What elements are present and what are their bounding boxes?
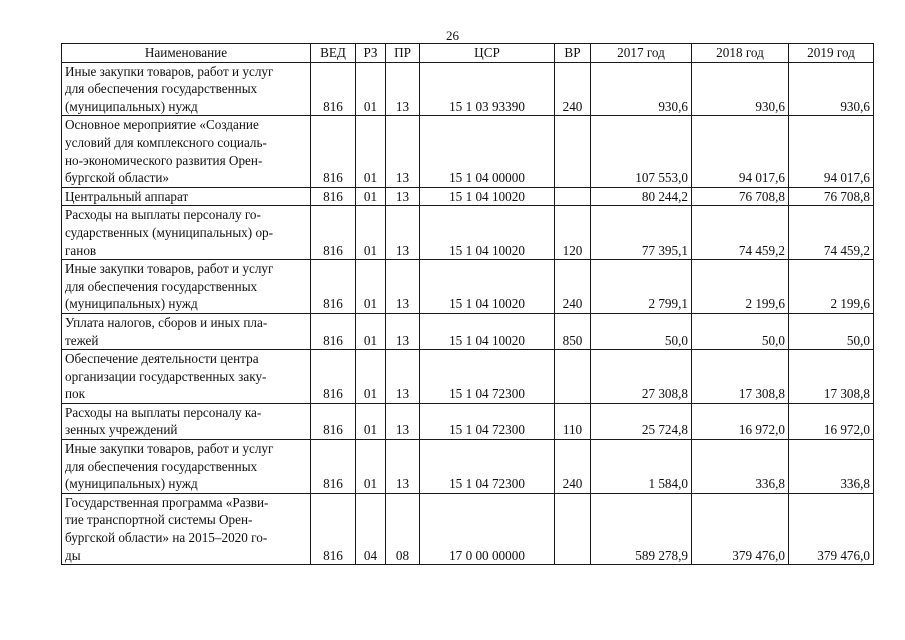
ved-cell: 816 xyxy=(311,403,356,439)
value-2019: 50,0 xyxy=(789,313,874,349)
rz-cell: 01 xyxy=(356,313,386,349)
year-2019-header: 2019 год xyxy=(789,44,874,63)
vr-cell: 850 xyxy=(555,313,591,349)
rz-header: РЗ xyxy=(356,44,386,63)
pr-cell: 13 xyxy=(386,260,420,314)
row-name-line: зенных учреждений xyxy=(65,422,178,438)
value-2017: 77 395,1 xyxy=(591,206,692,260)
row-name-line: (муниципальных) нужд xyxy=(65,476,198,492)
row-name-line: сударственных (муниципальных) ор- xyxy=(65,224,274,240)
row-name-line: Расходы на выплаты персоналу го- xyxy=(65,207,261,223)
rz-cell: 01 xyxy=(356,206,386,260)
row-name-line: для обеспечения государственных xyxy=(65,458,258,474)
table-row xyxy=(62,493,874,564)
row-name-line: для обеспечения государственных xyxy=(65,278,258,294)
vr-cell xyxy=(555,350,591,404)
vr-cell: 110 xyxy=(555,403,591,439)
pr-cell: 08 xyxy=(386,493,420,564)
rz-cell: 01 xyxy=(356,403,386,439)
value-2018: 379 476,0 xyxy=(692,493,789,564)
ved-cell: 816 xyxy=(311,260,356,314)
row-name xyxy=(62,260,311,314)
value-2017: 930,6 xyxy=(591,62,692,116)
row-name-line: Центральный аппарат xyxy=(65,188,189,204)
row-name-line: условий для комплексного социаль- xyxy=(65,134,267,150)
vr-cell: 120 xyxy=(555,206,591,260)
csr-cell: 15 1 04 72300 xyxy=(420,403,555,439)
value-2018: 16 972,0 xyxy=(692,403,789,439)
value-2019: 76 708,8 xyxy=(789,187,874,206)
rz-cell: 01 xyxy=(356,260,386,314)
csr-cell: 15 1 04 10020 xyxy=(420,187,555,206)
value-2017: 589 278,9 xyxy=(591,493,692,564)
ved-cell: 816 xyxy=(311,440,356,494)
row-name-line: Обеспечение деятельности центра xyxy=(65,351,259,367)
year-2018-header: 2018 год xyxy=(692,44,789,63)
table-row xyxy=(62,313,874,349)
header-row xyxy=(62,44,874,63)
value-2018: 76 708,8 xyxy=(692,187,789,206)
value-2018: 17 308,8 xyxy=(692,350,789,404)
row-name xyxy=(62,62,311,116)
table-body xyxy=(62,62,874,565)
value-2019: 94 017,6 xyxy=(789,116,874,187)
pr-cell: 13 xyxy=(386,62,420,116)
ved-cell: 816 xyxy=(311,350,356,404)
table-row xyxy=(62,62,874,116)
rz-cell: 01 xyxy=(356,116,386,187)
row-name-line: ганов xyxy=(65,242,97,258)
row-name xyxy=(62,187,311,206)
csr-cell: 15 1 04 10020 xyxy=(420,313,555,349)
row-name xyxy=(62,116,311,187)
value-2017: 2 799,1 xyxy=(591,260,692,314)
pr-cell: 13 xyxy=(386,187,420,206)
ved-cell: 816 xyxy=(311,62,356,116)
table-row xyxy=(62,187,874,206)
ved-cell: 816 xyxy=(311,313,356,349)
value-2017: 50,0 xyxy=(591,313,692,349)
value-2018: 336,8 xyxy=(692,440,789,494)
vr-header: ВР xyxy=(555,44,591,63)
row-name-line: организации государственных заку- xyxy=(65,368,267,384)
table-row xyxy=(62,440,874,494)
ved-cell: 816 xyxy=(311,493,356,564)
row-name-line: Иные закупки товаров, работ и услуг xyxy=(65,261,274,277)
pr-header: ПР xyxy=(386,44,420,63)
rz-cell: 01 xyxy=(356,187,386,206)
row-name-line: тие транспортной системы Орен- xyxy=(65,512,253,528)
row-name xyxy=(62,403,311,439)
row-name-line: пок xyxy=(65,386,86,402)
row-name-line: Основное мероприятие «Создание xyxy=(65,117,259,133)
vr-cell: 240 xyxy=(555,62,591,116)
name-header: Наименование xyxy=(62,44,311,63)
value-2019: 74 459,2 xyxy=(789,206,874,260)
vr-cell xyxy=(555,493,591,564)
row-name-line: Иные закупки товаров, работ и услуг xyxy=(65,63,274,79)
value-2018: 74 459,2 xyxy=(692,206,789,260)
ved-header: ВЕД xyxy=(311,44,356,63)
pr-cell: 13 xyxy=(386,440,420,494)
value-2019: 2 199,6 xyxy=(789,260,874,314)
row-name-line: для обеспечения государственных xyxy=(65,81,258,97)
vr-cell xyxy=(555,116,591,187)
ved-cell: 816 xyxy=(311,116,356,187)
vr-cell: 240 xyxy=(555,440,591,494)
value-2019: 336,8 xyxy=(789,440,874,494)
csr-cell: 15 1 04 10020 xyxy=(420,260,555,314)
pr-cell: 13 xyxy=(386,403,420,439)
csr-cell: 15 1 04 72300 xyxy=(420,350,555,404)
value-2018: 930,6 xyxy=(692,62,789,116)
row-name-line: но-экономического развития Орен- xyxy=(65,152,263,168)
csr-cell: 15 1 04 72300 xyxy=(420,440,555,494)
value-2019: 930,6 xyxy=(789,62,874,116)
row-name-line: (муниципальных) нужд xyxy=(65,98,198,114)
pr-cell: 13 xyxy=(386,350,420,404)
row-name xyxy=(62,206,311,260)
vr-cell xyxy=(555,187,591,206)
csr-cell: 15 1 04 00000 xyxy=(420,116,555,187)
value-2019: 17 308,8 xyxy=(789,350,874,404)
csr-cell: 17 0 00 00000 xyxy=(420,493,555,564)
rz-cell: 01 xyxy=(356,62,386,116)
row-name-line: бургской области» xyxy=(65,170,170,186)
value-2017: 1 584,0 xyxy=(591,440,692,494)
value-2017: 25 724,8 xyxy=(591,403,692,439)
row-name-line: Государственная программа «Разви- xyxy=(65,494,269,510)
row-name xyxy=(62,313,311,349)
value-2019: 16 972,0 xyxy=(789,403,874,439)
value-2018: 2 199,6 xyxy=(692,260,789,314)
table-row xyxy=(62,206,874,260)
value-2017: 80 244,2 xyxy=(591,187,692,206)
ved-cell: 816 xyxy=(311,206,356,260)
rz-cell: 01 xyxy=(356,350,386,404)
value-2017: 107 553,0 xyxy=(591,116,692,187)
csr-cell: 15 1 03 93390 xyxy=(420,62,555,116)
row-name-line: ды xyxy=(65,547,81,563)
ved-cell: 816 xyxy=(311,187,356,206)
row-name xyxy=(62,350,311,404)
row-name-line: (муниципальных) нужд xyxy=(65,296,198,312)
value-2018: 50,0 xyxy=(692,313,789,349)
row-name-line: тежей xyxy=(65,332,99,348)
value-2019: 379 476,0 xyxy=(789,493,874,564)
table-row xyxy=(62,350,874,404)
csr-cell: 15 1 04 10020 xyxy=(420,206,555,260)
value-2018: 94 017,6 xyxy=(692,116,789,187)
page-number: 26 xyxy=(446,28,459,43)
row-name-line: бургской области» на 2015–2020 го- xyxy=(65,530,268,546)
table-row xyxy=(62,260,874,314)
row-name-line: Расходы на выплаты персоналу ка- xyxy=(65,404,262,420)
value-2017: 27 308,8 xyxy=(591,350,692,404)
pr-cell: 13 xyxy=(386,313,420,349)
table-row xyxy=(62,116,874,187)
rz-cell: 04 xyxy=(356,493,386,564)
row-name xyxy=(62,440,311,494)
vr-cell: 240 xyxy=(555,260,591,314)
year-2017-header: 2017 год xyxy=(591,44,692,63)
row-name xyxy=(62,493,311,564)
budget-table xyxy=(61,43,874,565)
csr-header: ЦСР xyxy=(420,44,555,63)
table-row xyxy=(62,403,874,439)
row-name-line: Уплата налогов, сборов и иных пла- xyxy=(65,314,268,330)
rz-cell: 01 xyxy=(356,440,386,494)
pr-cell: 13 xyxy=(386,206,420,260)
pr-cell: 13 xyxy=(386,116,420,187)
row-name-line: Иные закупки товаров, работ и услуг xyxy=(65,441,274,457)
